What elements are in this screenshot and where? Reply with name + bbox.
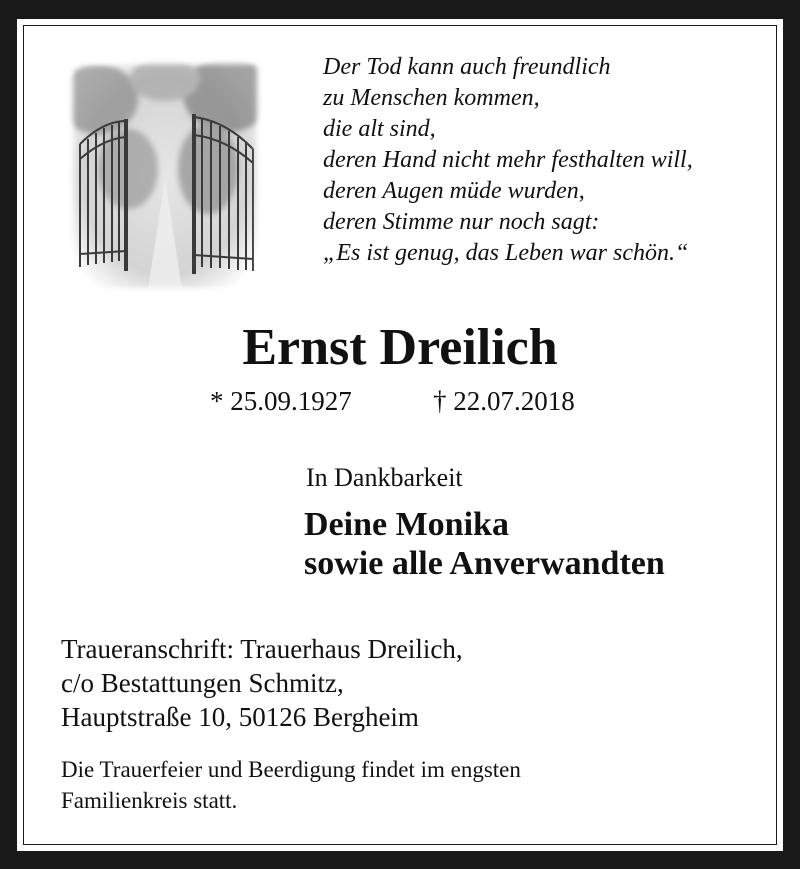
- poem-line: die alt sind,: [323, 116, 436, 142]
- birth-date: * 25.09.1927: [210, 386, 352, 416]
- poem: [323, 52, 693, 269]
- funeral-notice: [61, 754, 521, 816]
- poem-line: deren Hand nicht mehr festhalten will,: [323, 147, 693, 173]
- mourning-address: [61, 632, 463, 734]
- address-line: Traueranschrift: Trauerhaus Dreilich,: [61, 634, 463, 664]
- address-line: c/o Bestattungen Schmitz,: [61, 668, 344, 698]
- notice-line: Familienkreis statt.: [61, 788, 238, 813]
- deceased-name: Ernst Dreilich: [242, 319, 558, 376]
- address-line: Hauptstraße 10, 50126 Bergheim: [61, 702, 419, 732]
- death-date: † 22.07.2018: [433, 386, 575, 416]
- poem-line: deren Augen müde wurden,: [323, 178, 585, 204]
- signer-line: sowie alle Anverwandten: [304, 545, 665, 582]
- notice-line: Die Trauerfeier und Beerdigung findet im engsten: [61, 757, 521, 782]
- signers: [304, 505, 665, 583]
- poem-line: „Es ist genug, das Leben war schön.“: [323, 240, 689, 266]
- garden-gate-icon: [68, 59, 262, 293]
- thanks-line: In Dankbarkeit: [306, 463, 463, 492]
- poem-line: deren Stimme nur noch sagt:: [323, 209, 600, 235]
- signer-line: Deine Monika: [304, 506, 509, 543]
- poem-line: Der Tod kann auch freundlich: [323, 54, 611, 80]
- poem-line: zu Menschen kommen,: [323, 85, 540, 111]
